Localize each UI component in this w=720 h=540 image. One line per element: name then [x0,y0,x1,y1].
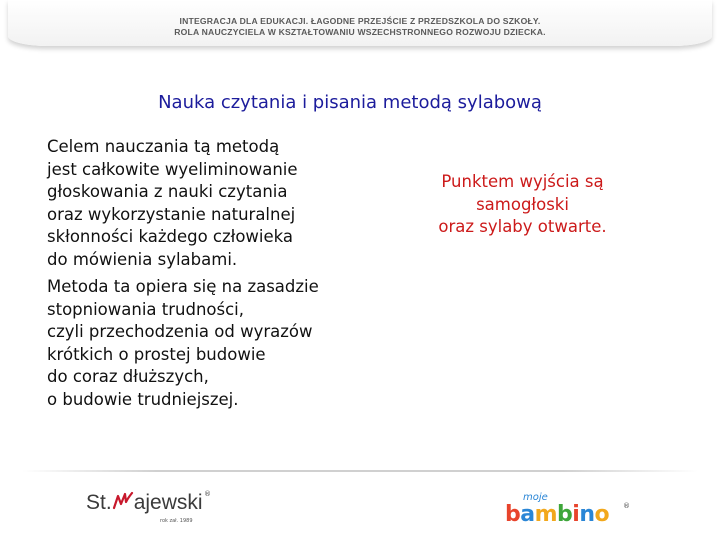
text-line: Metoda ta opiera się na zasadzie [47,277,319,296]
text-line: do coraz dłuższych, [47,367,209,386]
text-line: skłonności każdego człowieka [47,227,294,246]
paragraph-1 [47,136,397,271]
logo-letter: b [557,502,573,527]
text-line: o budowie trudniejszej. [47,389,239,409]
header-line-2: ROLA NAUCZYCIELA W KSZTAŁTOWANIU WSZECHSTRONNEGO ROZWOJU DZIECKA. [174,27,546,37]
text-line: stopniowania trudności, [47,299,245,319]
majewski-logo [86,488,216,530]
majewski-wordmark [86,490,203,515]
text-line: samogłoski [476,194,569,214]
text-line: jest całkowite wyeliminowanie [47,159,298,179]
text-line: Punktem wyjścia są [441,172,604,191]
text-line: Celem nauczania tą metodą [47,137,280,156]
logo-letter: i [572,502,580,527]
logo-letter: a [520,502,535,527]
logo-st-prefix: St. [86,491,112,514]
registered-mark: ® [204,490,211,498]
left-column [47,136,397,411]
right-column [410,171,635,239]
bambino-wordmark [505,502,609,527]
header-text [0,16,720,38]
moje-bambino-logo [505,492,635,528]
header-line-1: INTEGRACJA DLA EDUKACJI. ŁAGODNE PRZEJŚCIE Z PRZEDSZKOLA DO SZKOŁY. [179,16,541,26]
slide-header [0,0,720,56]
logo-letter: m [534,502,558,527]
paragraph-2 [47,276,397,411]
m-signature-icon [112,490,134,510]
registered-mark: ® [623,502,630,510]
logo-letter: b [505,502,521,527]
text-line: oraz sylaby otwarte. [438,217,607,236]
logo-name: ajewski [133,491,203,514]
logo-letter: o [594,502,610,527]
text-line: krótkich o prostej budowie [47,344,266,364]
logo-subtitle: rok zał. 1989 [160,518,193,524]
logo-moje: moje [523,492,548,503]
slide-title: Nauka czytania i pisania metodą sylabową [158,92,542,113]
text-line: do mówienia sylabami. [47,249,238,269]
footer-divider [22,470,698,472]
text-line: oraz wykorzystanie naturalnej [47,204,296,224]
text-line: głoskowania z nauki czytania [47,182,288,201]
logo-letter: n [579,502,595,527]
text-line: czyli przechodzenia od wyrazów [47,322,313,341]
